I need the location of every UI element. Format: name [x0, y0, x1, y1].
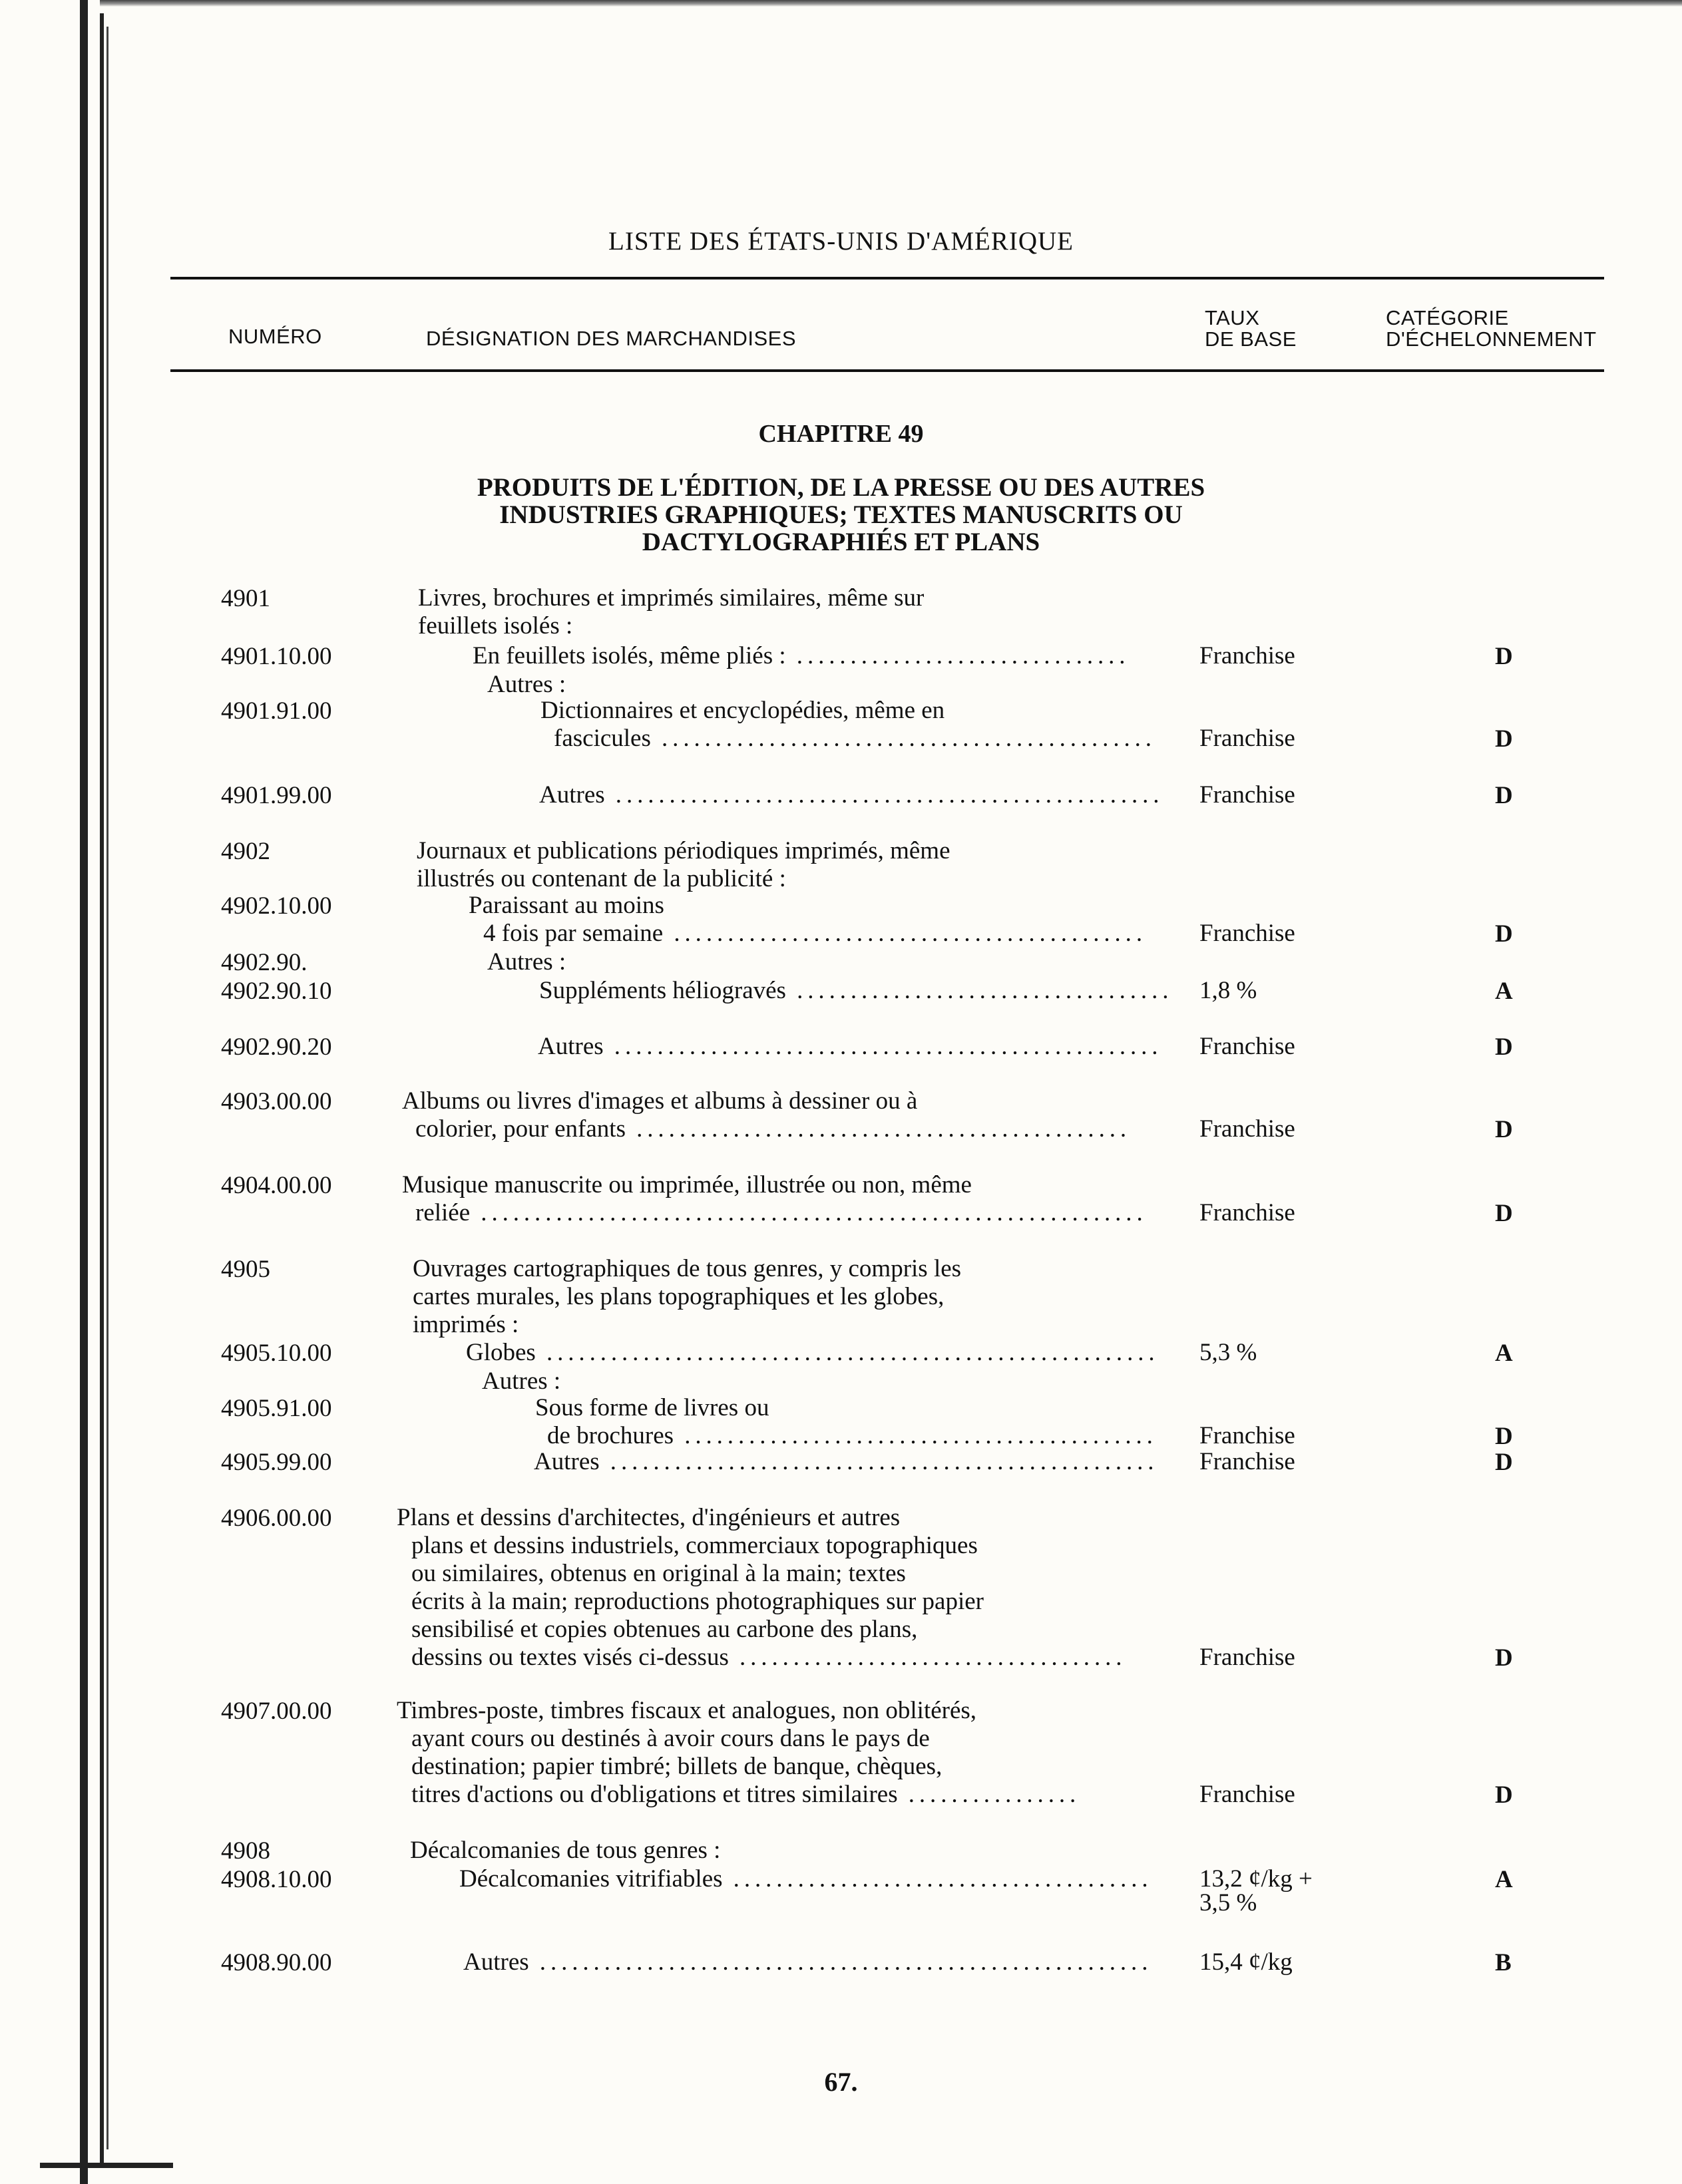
dot-leader: ............................................: [663, 920, 1147, 947]
description-text: Musique manuscrite ou imprimée, illustrée ou non, même: [402, 1171, 972, 1198]
description-text: 4 fois par semaine: [483, 920, 664, 947]
dot-leader: ...................................................: [599, 1448, 1159, 1475]
base-rate: Franchise: [1199, 1448, 1295, 1475]
description-line: [411, 1532, 978, 1560]
staging-category: A: [1495, 1340, 1513, 1367]
description-line: [411, 1560, 906, 1588]
tariff-code: 4902.10.00: [221, 892, 332, 920]
staging-category: D: [1495, 1200, 1513, 1227]
staging-category: D: [1495, 1116, 1513, 1143]
description-text: Globes: [466, 1339, 536, 1366]
description-line: [413, 1311, 519, 1339]
description-text: Autres: [463, 1948, 529, 1976]
tariff-code: 4907.00.00: [221, 1698, 332, 1725]
column-header-taux-2: DE BASE: [1205, 327, 1297, 351]
dot-leader: .......................................: [722, 1865, 1153, 1893]
staging-category: D: [1495, 1644, 1513, 1672]
description-text: Sous forme de livres ou: [535, 1394, 769, 1421]
description-line: [402, 1171, 972, 1199]
description-line: [487, 948, 566, 976]
description-text: Autres: [539, 781, 605, 809]
description-line: [417, 865, 786, 893]
tariff-code: 4902.90.20: [221, 1033, 332, 1061]
description-text: plans et dessins industriels, commerciaux topographiques: [411, 1532, 978, 1559]
base-rate: Franchise: [1199, 1781, 1295, 1808]
description-text: Autres :: [482, 1367, 561, 1395]
base-rate: Franchise: [1199, 725, 1295, 752]
chapter-title-line: DACTYLOGRAPHIÉS ET PLANS: [642, 528, 1040, 556]
staging-category: D: [1495, 1781, 1513, 1809]
dot-leader: ............................................: [674, 1422, 1157, 1449]
description-text: Plans et dessins d'architectes, d'ingénieurs et autres: [397, 1504, 901, 1531]
description-text: feuillets isolés :: [418, 612, 573, 639]
description-text: de brochures: [547, 1422, 674, 1449]
description-line: [417, 837, 950, 865]
description-text: destination; papier timbré; billets de banque, chèques,: [411, 1753, 943, 1780]
dot-leader: ...................................: [785, 977, 1173, 1004]
description-text: imprimés :: [413, 1311, 519, 1338]
dot-leader: .........................................................: [535, 1339, 1159, 1366]
column-header-categorie-1: CATÉGORIE: [1386, 306, 1509, 329]
tariff-code: 4905.10.00: [221, 1340, 332, 1367]
description-text: cartes murales, les plans topographiques et les globes,: [413, 1283, 945, 1310]
dot-leader: ..............................................: [650, 725, 1156, 752]
description-line: [415, 1115, 1131, 1143]
description-line: [547, 1422, 1157, 1450]
description-line: [538, 1033, 1162, 1061]
description-line: [411, 1644, 1126, 1672]
page-title: LISTE DES ÉTATS-UNIS D'AMÉRIQUE: [608, 227, 1074, 256]
description-line: [459, 1865, 1153, 1893]
chapter-title-line: INDUSTRIES GRAPHIQUES; TEXTES MANUSCRITS OU: [499, 500, 1183, 529]
tariff-code: 4905.99.00: [221, 1449, 332, 1476]
tariff-code: 4908.90.00: [221, 1949, 332, 1976]
description-text: illustrés ou contenant de la publicité :: [417, 865, 786, 892]
chapter-title-line: PRODUITS DE L'ÉDITION, DE LA PRESSE OU DES AUTRES: [477, 473, 1205, 502]
description-line: [539, 977, 1173, 1005]
staging-category: B: [1495, 1949, 1512, 1976]
description-line: [418, 584, 924, 612]
staging-category: D: [1495, 920, 1513, 948]
description-text: Albums ou livres d'images et albums à dessiner ou à: [402, 1087, 918, 1115]
tariff-code: 4904.00.00: [221, 1172, 332, 1199]
base-rate: 5,3 %: [1199, 1339, 1257, 1366]
description-text: Timbres-poste, timbres fiscaux et analogues, non oblitérés,: [397, 1697, 977, 1724]
description-text: Suppléments héliogravés: [539, 977, 786, 1004]
description-line: [466, 1339, 1159, 1367]
description-text: titres d'actions ou d'obligations et titres similaires: [411, 1781, 898, 1808]
description-line: [554, 725, 1156, 753]
base-rate: 15,4 ¢/kg: [1199, 1948, 1293, 1976]
description-text: écrits à la main; reproductions photographiques sur papier: [411, 1588, 984, 1615]
description-text: Livres, brochures et imprimés similaires, même sur: [418, 584, 925, 612]
tariff-code: 4903.00.00: [221, 1088, 332, 1115]
description-line: [411, 1588, 984, 1616]
description-line: [418, 612, 572, 640]
base-rate: Franchise: [1199, 1115, 1295, 1143]
description-line: [410, 1837, 720, 1865]
dot-leader: ..............................................: [625, 1115, 1132, 1143]
description-text: ou similaires, obtenus en original à la main; textes: [411, 1560, 906, 1587]
staging-category: D: [1495, 1449, 1513, 1476]
description-line: [411, 1616, 917, 1644]
tariff-code: 4901.10.00: [221, 643, 332, 670]
description-text: Dictionnaires et encyclopédies, même en: [540, 697, 945, 724]
description-line: [411, 1753, 942, 1781]
description-line: [411, 1725, 930, 1753]
chapter-title: [0, 474, 1682, 556]
staging-category: D: [1495, 1423, 1513, 1450]
description-text: Décalcomanies vitrifiables: [459, 1865, 723, 1893]
staging-category: D: [1495, 643, 1513, 670]
description-text: sensibilisé et copies obtenues au carbone des plans,: [411, 1616, 918, 1643]
page-top-edge: [100, 0, 1682, 7]
description-line: [397, 1504, 900, 1532]
dot-leader: ...................................................: [603, 1033, 1163, 1060]
dot-leader: .........................................................: [528, 1948, 1153, 1976]
description-line: [540, 697, 945, 725]
page-number: 67.: [824, 2067, 858, 2097]
description-line: [534, 1448, 1158, 1476]
base-rate: Franchise: [1199, 1199, 1295, 1226]
description-text: Autres: [534, 1448, 600, 1475]
description-line: [402, 1087, 917, 1115]
page-bottom-curl: [40, 2163, 173, 2168]
description-line: [463, 1948, 1152, 1976]
description-text: colorier, pour enfants: [415, 1115, 626, 1143]
column-header-categorie-2: D'ÉCHELONNEMENT: [1386, 327, 1597, 351]
staging-category: A: [1495, 978, 1513, 1005]
description-text: Autres: [538, 1033, 604, 1060]
tariff-code: 4901.91.00: [221, 697, 332, 725]
description-text: En feuillets isolés, même pliés :: [473, 642, 786, 669]
base-rate: 1,8 %: [1199, 977, 1257, 1004]
tariff-code: 4902: [221, 838, 270, 865]
header-rule-top: [170, 277, 1604, 279]
staging-category: D: [1495, 782, 1513, 809]
tariff-code: 4905.91.00: [221, 1395, 332, 1422]
base-rate: Franchise: [1199, 781, 1295, 809]
base-rate: Franchise: [1199, 1422, 1295, 1449]
description-text: ayant cours ou destinés à avoir cours dans le pays de: [411, 1725, 930, 1752]
description-text: Décalcomanies de tous genres :: [410, 1837, 721, 1864]
tariff-code: 4905: [221, 1256, 270, 1283]
tariff-code: 4902.90.10: [221, 978, 332, 1005]
description-text: dessins ou textes visés ci-dessus: [411, 1644, 729, 1671]
staging-category: A: [1495, 1866, 1513, 1893]
description-line: [473, 642, 1130, 670]
dot-leader: ...............................: [785, 642, 1130, 669]
tariff-code: 4902.90.: [221, 949, 308, 976]
tariff-code: 4901: [221, 585, 270, 612]
description-text: Ouvrages cartographiques de tous genres, y compris les: [413, 1255, 962, 1282]
dot-leader: ................: [897, 1781, 1081, 1808]
base-rate: Franchise: [1199, 1033, 1295, 1060]
description-text: Autres :: [487, 671, 566, 698]
description-line: [413, 1255, 961, 1283]
column-header-numero: NUMÉRO: [228, 325, 322, 348]
description-line: [411, 1781, 1080, 1809]
description-line: [469, 892, 664, 920]
dot-leader: ...................................................: [604, 781, 1164, 809]
description-line: [482, 1367, 560, 1395]
chapter-label: CHAPITRE 49: [758, 420, 924, 448]
tariff-code: 4908: [221, 1837, 270, 1865]
dot-leader: ..............................................................: [470, 1199, 1148, 1226]
description-text: reliée: [415, 1199, 471, 1226]
description-line: [539, 781, 1163, 809]
staging-category: D: [1495, 1033, 1513, 1061]
description-line: [397, 1697, 976, 1725]
description-line: [487, 671, 566, 699]
description-line: [535, 1394, 769, 1422]
header-rule-bottom: [170, 369, 1604, 372]
base-rate: 3,5 %: [1199, 1889, 1257, 1916]
tariff-code: 4906.00.00: [221, 1505, 332, 1532]
description-line: [415, 1199, 1148, 1227]
description-text: Journaux et publications périodiques imprimés, même: [417, 837, 950, 864]
base-rate: 13,2 ¢/kg +: [1199, 1865, 1313, 1893]
base-rate: Franchise: [1199, 920, 1295, 947]
description-line: [483, 920, 1147, 948]
column-header-taux-1: TAUX: [1205, 306, 1260, 329]
base-rate: Franchise: [1199, 1644, 1295, 1671]
staging-category: D: [1495, 725, 1513, 753]
binding-edge: [0, 0, 100, 2184]
column-header-designation: DÉSIGNATION DES MARCHANDISES: [426, 327, 797, 350]
description-text: Paraissant au moins: [469, 892, 664, 919]
base-rate: Franchise: [1199, 642, 1295, 669]
description-line: [413, 1283, 944, 1311]
dot-leader: ....................................: [728, 1644, 1127, 1671]
description-text: fascicules: [554, 725, 651, 752]
tariff-code: 4901.99.00: [221, 782, 332, 809]
tariff-code: 4908.10.00: [221, 1866, 332, 1893]
description-text: Autres :: [487, 948, 566, 976]
